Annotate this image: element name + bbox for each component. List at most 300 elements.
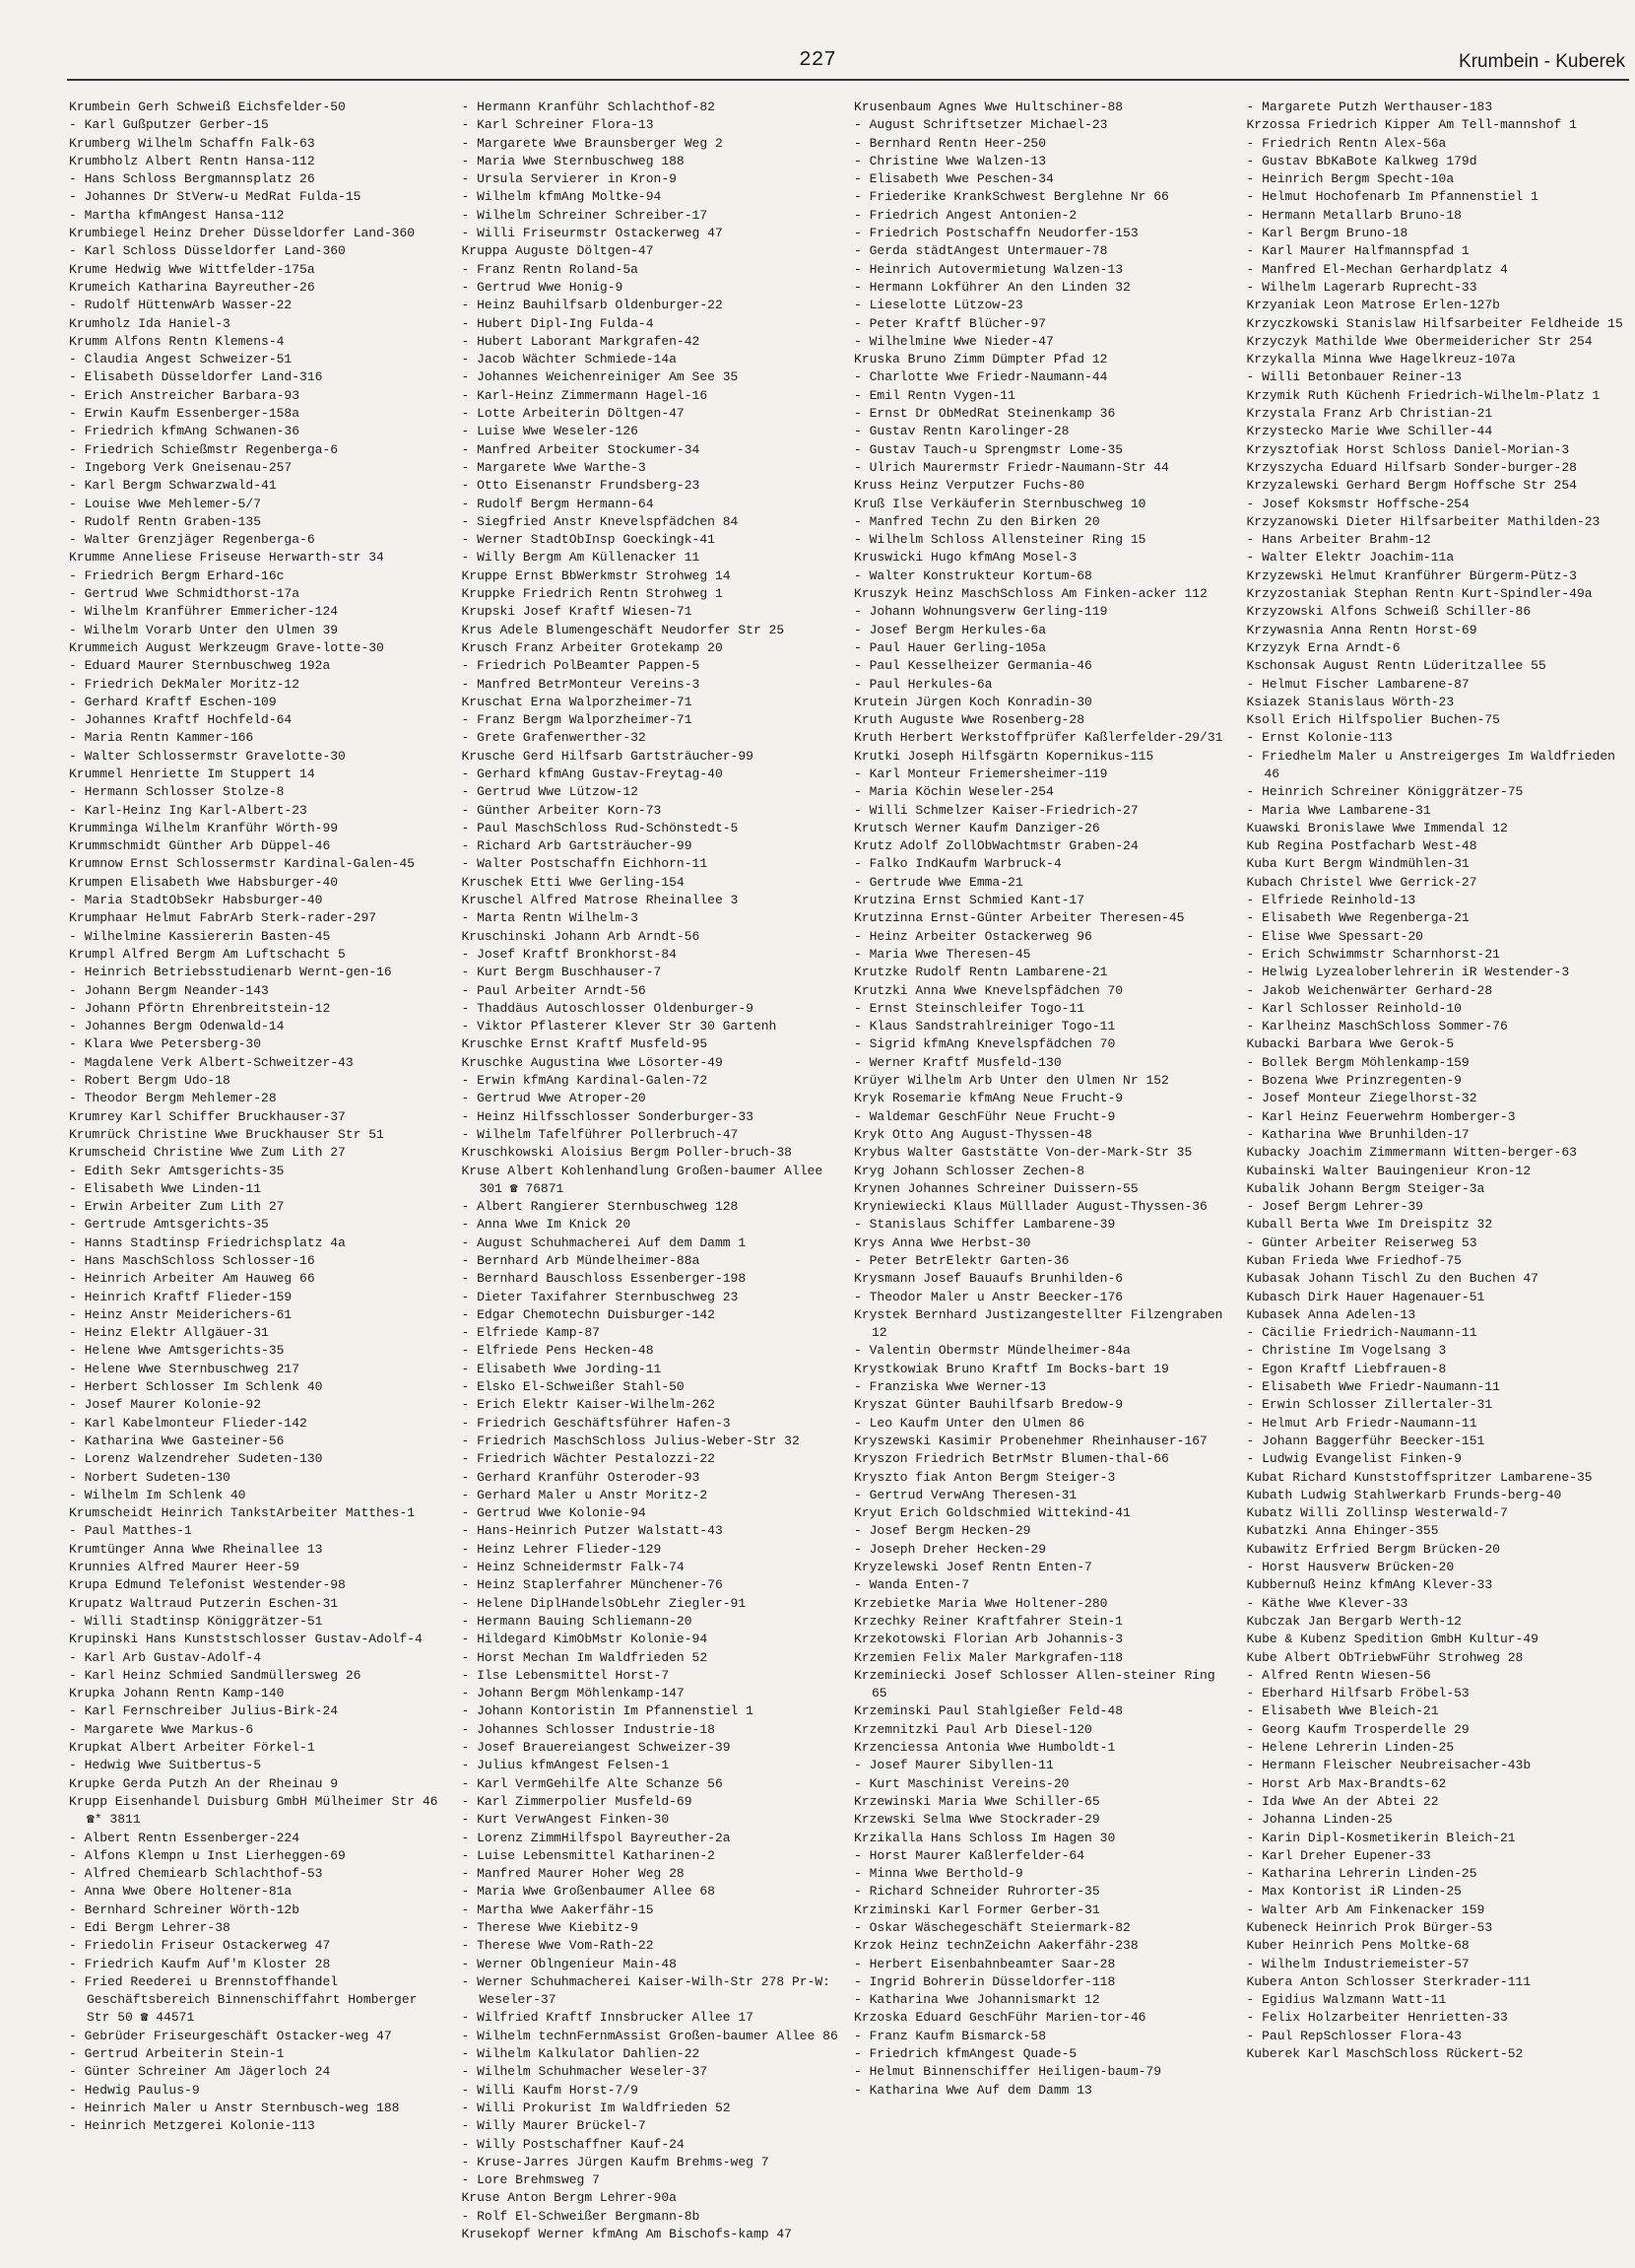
directory-entry: - Gertrud Wwe Lützow-12 (461, 784, 638, 800)
directory-entry: Krupp Eisenhandel Duisburg GmbH Mülheimer Str 46 ☎* 3811 (69, 1793, 438, 1828)
directory-entry: - Theodor Bergm Mehlemer-28 (69, 1091, 277, 1106)
directory-entry: - Georg Kaufm Trosperdelle 29 (1246, 1721, 1470, 1737)
directory-entry: - Elisabeth Wwe Jording-11 (461, 1361, 662, 1376)
directory-entry: - Josef Bergm Lehrer-39 (1246, 1199, 1423, 1215)
directory-entry: - Helmut Hochofenarb Im Pfannenstiel 1 (1246, 189, 1538, 205)
directory-entry: - Gerhard kfmAng Gustav-Freytag-40 (461, 766, 723, 781)
directory-entry: - Gerhard Maler u Anstr Moritz-2 (461, 1487, 708, 1502)
directory-entry: - Johannes Dr StVerw-u MedRat Fulda-15 (69, 189, 361, 205)
directory-entry: - Wilhelm Im Schlenk 40 (69, 1487, 246, 1502)
directory-entry: Krupka Johann Rentn Kamp-140 (69, 1686, 285, 1701)
directory-entry: - Bernhard Bauschloss Essenberger-198 (461, 1271, 747, 1287)
directory-entry: - Maria Köchin Weseler-254 (854, 784, 1054, 800)
directory-entry: - Wilhelm Tafelführer Pollerbruch-47 (461, 1126, 739, 1142)
directory-entry: - Johann Bergm Möhlenkamp-147 (461, 1686, 685, 1701)
directory-entry: - Karlheinz MaschSchloss Sommer-76 (1246, 1019, 1508, 1034)
directory-columns (69, 99, 1631, 2243)
directory-entry: - Willi Kaufm Horst-7/9 (461, 2082, 638, 2098)
directory-entry: - Martha Wwe Aakerfähr-15 (461, 1901, 654, 1917)
directory-entry: - Gertrude Wwe Emma-21 (854, 874, 1023, 890)
directory-entry: - Lorenz ZimmHilfspol Bayreuther-2a (461, 1830, 731, 1845)
directory-entry: Krzikalla Hans Schloss Im Hagen 30 (854, 1830, 1116, 1845)
directory-entry: - Margarete Putzh Werthauser-183 (1246, 100, 1493, 114)
directory-entry: - Max Kontorist iR Linden-25 (1246, 1884, 1462, 1900)
directory-entry: - Rudolf Bergm Hermann-64 (461, 496, 654, 511)
directory-entry: - Werner StadtObInsp Goeckingk-41 (461, 532, 715, 548)
directory-entry: - Lieselotte Lützow-23 (854, 298, 1023, 313)
directory-entry: Krzyzewski Helmut Kranführer Bürgerm-Pütz-3 (1246, 567, 1577, 583)
directory-entry: - Heinz Staplerfahrer Münchener-76 (461, 1577, 723, 1593)
directory-entry: Krzemnitzki Paul Arb Diesel-120 (854, 1721, 1092, 1737)
directory-entry: - Hermann Fleischer Neubreisacher-43b (1246, 1758, 1532, 1773)
directory-entry: - Horst Mechan Im Waldfrieden 52 (461, 1649, 708, 1665)
directory-entry: Kryszon Friedrich BetrMstr Blumen-thal-66 (854, 1451, 1169, 1467)
directory-entry: Krüyer Wilhelm Arb Unter den Ulmen Nr 152 (854, 1073, 1169, 1089)
page-number: 227 (799, 49, 836, 72)
directory-entry: - Manfred Techn Zu den Birken 20 (854, 513, 1100, 529)
directory-entry: - Katharina Wwe Auf dem Damm 13 (854, 2082, 1092, 2098)
directory-entry: - Johannes Weichenreiniger Am See 35 (461, 369, 739, 385)
directory-entry: - Hermann Schlosser Stolze-8 (69, 784, 285, 800)
directory-entry: - August Schriftsetzer Michael-23 (854, 117, 1108, 133)
directory-entry: - Helmut Arb Friedr-Naumann-11 (1246, 1415, 1477, 1431)
directory-entry: - Hermann Lokführer An den Linden 32 (854, 279, 1131, 295)
directory-entry: Krumnow Ernst Schlossermstr Kardinal-Galen-45 (69, 856, 416, 872)
directory-entry: - Ernst Dr ObMedRat Steinenkamp 36 (854, 406, 1116, 422)
directory-entry: Krumme Anneliese Friseuse Herwarth-str 34 (69, 550, 384, 566)
directory-entry: - Rudolf Rentn Graben-135 (69, 513, 262, 529)
directory-entry: Krumminga Wilhelm Kranführ Wörth-99 (69, 820, 339, 835)
directory-entry: - Ursula Servierer in Kron-9 (461, 171, 677, 187)
directory-entry: - Alfons Klempn u Inst Lierheggen-69 (69, 1847, 346, 1863)
directory-entry: Kubacky Joachim Zimmermann Witten-berger-63 (1246, 1145, 1577, 1161)
directory-entry: Krupkat Albert Arbeiter Förkel-1 (69, 1740, 315, 1756)
directory-entry: - Emil Rentn Vygen-11 (854, 387, 1015, 403)
directory-entry: Krzemien Felix Maler Markgrafen-118 (854, 1649, 1124, 1665)
directory-entry: Krumberg Wilhelm Schaffn Falk-63 (69, 135, 315, 151)
directory-entry: - Martha kfmAngest Hansa-112 (69, 207, 285, 223)
directory-entry: - Hermann Metallarb Bruno-18 (1246, 207, 1462, 223)
directory-entry: Kuberek Karl MaschSchloss Rückert-52 (1246, 2046, 1524, 2062)
directory-entry: - Heinrich Arbeiter Am Hauweg 66 (69, 1271, 315, 1287)
directory-entry: Krupski Josef Kraftf Wiesen-71 (461, 604, 692, 620)
directory-entry: - Walter Elektr Joachim-11a (1246, 550, 1455, 566)
directory-entry: Krzeminski Paul Stahlgießer Feld-48 (854, 1703, 1124, 1719)
directory-entry: - Friedrich MaschSchloss Julius-Weber-Str 32 (461, 1433, 800, 1448)
directory-entry: - Lotte Arbeiterin Döltgen-47 (461, 406, 685, 422)
directory-entry: - Ingeborg Verk Gneisenau-257 (69, 459, 293, 475)
directory-entry: Krumpl Alfred Bergm Am Luftschacht 5 (69, 946, 346, 962)
directory-entry: Kruss Heinz Verputzer Fuchs-80 (854, 478, 1085, 494)
directory-entry: - Jakob Weichenwärter Gerhard-28 (1246, 982, 1493, 998)
directory-entry: - Karl Schreiner Flora-13 (461, 117, 654, 133)
directory-entry: Kubainski Walter Bauingenieur Kron-12 (1246, 1163, 1532, 1178)
directory-entry: - Friedrich Wächter Pestalozzi-22 (461, 1451, 715, 1467)
directory-entry: - Klaus Sandstrahlreiniger Togo-11 (854, 1019, 1116, 1034)
directory-entry: - Heinrich Schreiner Königgrätzer-75 (1246, 784, 1524, 800)
directory-entry: Kubeneck Heinrich Prok Bürger-53 (1246, 1919, 1493, 1935)
directory-entry: - Christine Wwe Walzen-13 (854, 153, 1047, 168)
directory-entry: - Helene Lehrerin Linden-25 (1246, 1740, 1455, 1756)
directory-entry: Kryg Johann Schlosser Zechen-8 (854, 1163, 1085, 1178)
column-4 (1247, 99, 1632, 2243)
directory-entry: - Egon Kraftf Liebfrauen-8 (1246, 1361, 1447, 1376)
directory-entry: Kruß Ilse Verkäuferin Sternbuschweg 10 (854, 496, 1146, 511)
directory-entry: Krzyzostaniak Stephan Rentn Kurt-Spindler-49a (1246, 586, 1593, 602)
directory-entry: Krzyzowski Alfons Schweiß Schiller-86 (1246, 604, 1532, 620)
directory-entry: - Gerda städtAngest Untermauer-78 (854, 243, 1108, 259)
directory-entry: Krumbholz Albert Rentn Hansa-112 (69, 153, 315, 168)
directory-entry: Kruschek Etti Wwe Gerling-154 (461, 874, 685, 890)
directory-entry: Krutzke Rudolf Rentn Lambarene-21 (854, 965, 1108, 980)
directory-entry: - Heinrich Autovermietung Walzen-13 (854, 261, 1124, 277)
directory-entry: Krzok Heinz technZeichn Aakerfähr-238 (854, 1938, 1139, 1954)
directory-entry: - Karl Arb Gustav-Adolf-4 (69, 1649, 262, 1665)
directory-entry: - Ingrid Bohrerin Düsseldorfer-118 (854, 1973, 1116, 1989)
directory-entry: - Willy Bergm Am Küllenacker 11 (461, 550, 700, 566)
directory-entry: - Dieter Taxifahrer Sternbuschweg 23 (461, 1289, 739, 1304)
directory-entry: - Karl Schlosser Reinhold-10 (1246, 1000, 1462, 1016)
directory-entry: Kuber Heinrich Pens Moltke-68 (1246, 1938, 1470, 1954)
directory-entry: Kryszto fiak Anton Bergm Steiger-3 (854, 1469, 1116, 1485)
directory-entry: - Walter Konstrukteur Kortum-68 (854, 567, 1092, 583)
directory-entry: Kub Regina Postfacharb West-48 (1246, 838, 1477, 854)
directory-entry: - Paul Arbeiter Arndt-56 (461, 982, 646, 998)
directory-entry: - Julius kfmAngest Felsen-1 (461, 1758, 670, 1773)
directory-entry: - Joseph Dreher Hecken-29 (854, 1541, 1047, 1557)
directory-entry: - Friedrich kfmAngest Quade-5 (854, 2046, 1078, 2062)
directory-entry: Kruth Herbert Werkstoffprüfer Kaßlerfelder-29/31 (854, 730, 1223, 746)
column-3 (854, 99, 1239, 2243)
directory-entry: - Karl Bergm Bruno-18 (1246, 226, 1408, 241)
directory-entry: - Josef Bergm Hecken-29 (854, 1523, 1031, 1539)
directory-entry: - Johann Wohnungsverw Gerling-119 (854, 604, 1108, 620)
directory-entry: Krzechky Reiner Kraftfahrer Stein-1 (854, 1613, 1124, 1629)
directory-entry: - Friedolin Friseur Ostackerweg 47 (69, 1938, 331, 1954)
directory-entry: - Johannes Schlosser Industrie-18 (461, 1721, 715, 1737)
directory-entry: - Helwig Lyzealoberlehrerin iR Westender-3 (1246, 965, 1570, 980)
directory-entry: Krybus Walter Gaststätte Von-der-Mark-Str 35 (854, 1145, 1193, 1161)
directory-entry: - Friedrich Bergm Erhard-16c (69, 567, 285, 583)
directory-entry: - Hermann Bauing Schliemann-20 (461, 1613, 692, 1629)
directory-entry: - Josef Maurer Kolonie-92 (69, 1397, 262, 1413)
directory-entry: Kuball Berta Wwe Im Dreispitz 32 (1246, 1217, 1493, 1233)
directory-entry: - Heinrich Betriebsstudienarb Wernt-gen-16 (69, 965, 392, 980)
directory-entry: Krummel Henriette Im Stuppert 14 (69, 766, 315, 781)
directory-entry: - Heinz Anstr Meiderichers-61 (69, 1306, 293, 1322)
directory-entry: - Walter Grenzjäger Regenberga-6 (69, 532, 315, 548)
directory-entry: - Maria StadtObSekr Habsburger-40 (69, 893, 323, 908)
directory-entry: - Ilse Lebensmittel Horst-7 (461, 1667, 670, 1683)
directory-entry: Krumscheid Christine Wwe Zum Lith 27 (69, 1145, 346, 1161)
directory-entry: - Bozena Wwe Prinzregenten-9 (1246, 1073, 1462, 1089)
directory-entry: Krysmann Josef Bauaufs Brunhilden-6 (854, 1271, 1124, 1287)
directory-entry: - Felix Holzarbeiter Henrietten-33 (1246, 2010, 1508, 2026)
directory-entry: - Gerhard Kraftf Eschen-109 (69, 694, 277, 709)
directory-entry: Krzyzyk Erna Arndt-6 (1246, 639, 1401, 655)
directory-entry: Krziminski Karl Former Gerber-31 (854, 1901, 1100, 1917)
directory-entry: Kubawitz Erfried Bergm Brücken-20 (1246, 1541, 1500, 1557)
directory-entry: - Klara Wwe Petersberg-30 (69, 1036, 262, 1052)
directory-entry: - Oskar Wäschegeschäft Steiermark-82 (854, 1919, 1131, 1935)
directory-entry: - Eberhard Hilfsarb Fröbel-53 (1246, 1686, 1470, 1701)
directory-entry: - Marta Rentn Wilhelm-3 (461, 910, 638, 926)
directory-entry: Kryzelewski Josef Rentn Enten-7 (854, 1560, 1092, 1575)
directory-entry: - Heinz Bauhilfsarb Oldenburger-22 (461, 298, 723, 313)
directory-entry: - Karl Monteur Friemersheimer-119 (854, 766, 1108, 781)
directory-entry: - Margarete Wwe Braunsberger Weg 2 (461, 135, 723, 151)
directory-entry: - Franziska Wwe Werner-13 (854, 1379, 1047, 1395)
directory-entry: Kruppa Auguste Döltgen-47 (461, 243, 654, 259)
directory-entry: Krzewski Selma Wwe Stockrader-29 (854, 1812, 1100, 1828)
directory-entry: Krus Adele Blumengeschäft Neudorfer Str 25 (461, 622, 785, 637)
directory-entry: Kschonsak August Rentn Lüderitzallee 55 (1246, 658, 1546, 674)
directory-entry: - Hermann Kranführ Schlachthof-82 (461, 100, 715, 114)
directory-entry: Kuawski Bronislawe Wwe Immendal 12 (1246, 820, 1508, 835)
directory-entry: - Wilhelm Lagerarb Ruprecht-33 (1246, 279, 1477, 295)
directory-entry: - Karl Maurer Halfmannspfad 1 (1246, 243, 1470, 259)
directory-entry: Krutki Joseph Hilfsgärtn Kopernikus-115 (854, 748, 1154, 764)
directory-entry: - Karl Dreher Eupener-33 (1246, 1847, 1431, 1863)
directory-entry: - Franz Bergm Walporzheimer-71 (461, 712, 692, 728)
directory-entry: - Heinz Schneidermstr Falk-74 (461, 1560, 685, 1575)
directory-entry: - Heinz Lehrer Flieder-129 (461, 1541, 662, 1557)
directory-entry: Kruse Albert Kohlenhandlung Großen-baumer Allee 301 ☎ 76871 (461, 1163, 823, 1196)
directory-entry: - Josef Brauereiangest Schweizer-39 (461, 1740, 731, 1756)
directory-entry: - Günter Schreiner Am Jägerloch 24 (69, 2064, 331, 2080)
directory-entry: Krunnies Alfred Maurer Heer-59 (69, 1560, 300, 1575)
directory-entry: - Wilhelm Schuhmacher Weseler-37 (461, 2064, 708, 2080)
directory-entry: - Willy Maurer Brückel-7 (461, 2118, 646, 2134)
directory-entry: - Bernhard Rentn Heer-250 (854, 135, 1047, 151)
directory-entry: - Johannes Kraftf Hochfeld-64 (69, 712, 293, 728)
directory-entry: - Helene Wwe Sternbuschweg 217 (69, 1361, 300, 1376)
directory-entry: - Jacob Wächter Schmiede-14a (461, 352, 677, 367)
directory-entry: - Siegfried Anstr Knevelspfädchen 84 (461, 513, 739, 529)
directory-entry: - Hans Schloss Bergmannsplatz 26 (69, 171, 315, 187)
directory-entry: - Helmut Binnenschiffer Heiligen-baum-79 (854, 2064, 1162, 2080)
directory-entry: - Friederike KrankSchwest Berglehne Nr 66 (854, 189, 1169, 205)
directory-entry: Kryk Otto Ang August-Thyssen-48 (854, 1126, 1092, 1142)
directory-entry: - Erwin Arbeiter Zum Lith 27 (69, 1199, 285, 1215)
directory-entry: Krzebietke Maria Wwe Holtener-280 (854, 1595, 1108, 1611)
directory-entry: Kubatz Willi Zollinsp Westerwald-7 (1246, 1505, 1508, 1521)
directory-entry: - Horst Maurer Kaßlerfelder-64 (854, 1847, 1085, 1863)
directory-entry: - Norbert Sudeten-130 (69, 1469, 230, 1485)
directory-entry: Kube Albert ObTriebwFühr Strohweg 28 (1246, 1649, 1524, 1665)
directory-entry: Kuban Frieda Wwe Friedhof-75 (1246, 1253, 1462, 1268)
directory-entry: - Josef Koksmstr Hoffsche-254 (1246, 496, 1470, 511)
directory-entry: - Karl Gußputzer Gerber-15 (69, 117, 269, 133)
directory-entry: - Elfriede Pens Hecken-48 (461, 1343, 654, 1359)
directory-entry: - Horst Arb Max-Brandts-62 (1246, 1775, 1447, 1791)
column-2 (462, 99, 847, 2243)
directory-entry: - Wanda Enten-7 (854, 1577, 970, 1593)
directory-entry: - Karl Fernschreiber Julius-Birk-24 (69, 1703, 339, 1719)
directory-entry: Krzewinski Maria Wwe Schiller-65 (854, 1793, 1100, 1809)
directory-entry: - Otto Eisenanstr Frundsberg-23 (461, 478, 700, 494)
directory-entry: - Maria Wwe Lambarene-31 (1246, 802, 1431, 818)
directory-entry: - Johann Bergm Neander-143 (69, 982, 269, 998)
directory-entry: Krupke Gerda Putzh An der Rheinau 9 (69, 1775, 339, 1791)
directory-entry: Kruschke Augustina Wwe Lösorter-49 (461, 1054, 723, 1070)
directory-entry: Krumm Alfons Rentn Klemens-4 (69, 333, 285, 349)
directory-entry: Krusekopf Werner kfmAng Am Bischofs-kamp 47 (461, 2227, 792, 2242)
directory-entry: Kubbernuß Heinz kfmAng Klever-33 (1246, 1577, 1493, 1593)
directory-entry: - Walter Postschaffn Eichhorn-11 (461, 856, 708, 872)
directory-entry: - Heinrich Kraftf Flieder-159 (69, 1289, 293, 1304)
directory-entry: Krumrück Christine Wwe Bruckhauser Str 51 (69, 1126, 384, 1142)
directory-entry: Krzyczkowski Stanislaw Hilfsarbeiter Feldheide 15 (1246, 315, 1623, 331)
directory-entry: - Elisabeth Wwe Friedr-Naumann-11 (1246, 1379, 1500, 1395)
directory-entry: - Louise Wwe Mehlemer-5/7 (69, 496, 262, 511)
directory-entry: - Erich Anstreicher Barbara-93 (69, 387, 300, 403)
directory-entry: - Herbert Eisenbahnbeamter Saar-28 (854, 1956, 1116, 1971)
directory-entry: - August Schuhmacherei Auf dem Damm 1 (461, 1234, 747, 1250)
directory-entry: Kube & Kubenz Spedition GmbH Kultur-49 (1246, 1632, 1538, 1647)
directory-entry: - Werner Oblngenieur Main-48 (461, 1956, 677, 1971)
directory-entry: - Gertrud Arbeiterin Stein-1 (69, 2046, 285, 2062)
directory-entry: - Johann Pförtn Ehrenbreitstein-12 (69, 1000, 331, 1016)
directory-entry: Ksoll Erich Hilfspolier Buchen-75 (1246, 712, 1500, 728)
directory-entry: Krusenbaum Agnes Wwe Hultschiner-88 (854, 100, 1124, 114)
directory-entry: - Friedrich Postschaffn Neudorfer-153 (854, 226, 1139, 241)
directory-entry: - Bollek Bergm Möhlenkamp-159 (1246, 1054, 1470, 1070)
directory-entry: - Luise Wwe Weseler-126 (461, 424, 638, 439)
directory-entry: - Kurt VerwAngest Finken-30 (461, 1812, 670, 1828)
directory-entry: - Hubert Dipl-Ing Fulda-4 (461, 315, 654, 331)
directory-entry: Krzeminiecki Josef Schlosser Allen-steiner Ring 65 (854, 1667, 1215, 1701)
directory-entry: - Ernst Steinschleifer Togo-11 (854, 1000, 1085, 1016)
directory-entry: - Wilhelm Schloss Allensteiner Ring 15 (854, 532, 1146, 548)
directory-entry: Krzyzalewski Gerhard Bergm Hoffsche Str 254 (1246, 478, 1577, 494)
directory-entry: - Gertrud VerwAng Theresen-31 (854, 1487, 1078, 1502)
directory-entry: - Günter Arbeiter Reiserweg 53 (1246, 1234, 1477, 1250)
directory-entry: Krzyzanowski Dieter Hilfsarbeiter Mathilden-23 (1246, 513, 1601, 529)
directory-entry: - Werner Schuhmacherei Kaiser-Wilh-Str 278 Pr-W: Weseler-37 (461, 1973, 830, 2008)
directory-entry: - Bernhard Schreiner Wörth-12b (69, 1901, 300, 1917)
directory-entry: - Wilhelm Industriemeister-57 (1246, 1956, 1470, 1971)
directory-entry: - Heinrich Bergm Specht-10a (1246, 171, 1455, 187)
directory-entry: - Günther Arbeiter Korn-73 (461, 802, 662, 818)
directory-entry: - Erich Elektr Kaiser-Wilhelm-262 (461, 1397, 715, 1413)
directory-entry: - Elfriede Reinhold-13 (1246, 893, 1416, 908)
directory-entry: - Hans Arbeiter Brahm-12 (1246, 532, 1431, 548)
header-rule (67, 79, 1629, 81)
directory-entry: - Heinz Elektr Allgäuer-31 (69, 1325, 269, 1341)
running-head: Krumbein - Kuberek (1459, 51, 1625, 72)
directory-entry: - Elfriede Kamp-87 (461, 1325, 600, 1341)
directory-entry: Kruschkowski Aloisius Bergm Poller-bruch-38 (461, 1145, 792, 1161)
directory-entry: - Margarete Wwe Warthe-3 (461, 459, 646, 475)
directory-entry: - Kurt Maschinist Vereins-20 (854, 1775, 1070, 1791)
directory-entry: - Paul Herkules-6a (854, 676, 993, 692)
directory-entry: - Paul Kesselheizer Germania-46 (854, 658, 1092, 674)
directory-entry: Krutsch Werner Kaufm Danziger-26 (854, 820, 1100, 835)
directory-entry: - Edith Sekr Amtsgerichts-35 (69, 1163, 285, 1178)
directory-entry: - Karl-Heinz Ing Karl-Albert-23 (69, 802, 307, 818)
directory-entry: - Elsko El-Schweißer Stahl-50 (461, 1379, 685, 1395)
directory-entry: - Ernst Kolonie-113 (1246, 730, 1393, 746)
directory-entry: Kuba Kurt Bergm Windmühlen-31 (1246, 856, 1470, 872)
directory-entry: - Hanns Stadtinsp Friedrichsplatz 4a (69, 1234, 346, 1250)
directory-entry: Kryniewiecki Klaus Mülllader August-Thyssen-36 (854, 1199, 1208, 1215)
directory-entry: - Friedrich PolBeamter Pappen-5 (461, 658, 700, 674)
directory-entry: - Katharina Wwe Gasteiner-56 (69, 1433, 285, 1448)
directory-entry: - Heinrich Metzgerei Kolonie-113 (69, 2118, 315, 2134)
directory-entry: - Werner Kraftf Musfeld-130 (854, 1054, 1062, 1070)
directory-entry: - Johanna Linden-25 (1246, 1812, 1393, 1828)
directory-entry: - Anna Wwe Obere Holtener-81a (69, 1884, 293, 1900)
directory-entry: Kryszat Günter Bauhilfsarb Bredow-9 (854, 1397, 1124, 1413)
directory-entry: - Karl Kabelmonteur Flieder-142 (69, 1415, 307, 1431)
directory-entry: - Friedrich kfmAng Schwanen-36 (69, 424, 300, 439)
directory-entry: Krupa Edmund Telefonist Westender-98 (69, 1577, 346, 1593)
directory-entry: Krumtünger Anna Wwe Rheinallee 13 (69, 1541, 323, 1557)
directory-entry: Kubera Anton Schlosser Sterkrader-111 (1246, 1973, 1532, 1989)
directory-entry: - Karl Schloss Düsseldorfer Land-360 (69, 243, 346, 259)
directory-entry: Kubasak Johann Tischl Zu den Buchen 47 (1246, 1271, 1538, 1287)
directory-entry: - Therese Wwe Kiebitz-9 (461, 1919, 638, 1935)
directory-entry: Krusch Franz Arbeiter Grotekamp 20 (461, 639, 723, 655)
directory-entry: Krzymik Ruth Küchenh Friedrich-Wilhelm-Platz 1 (1246, 387, 1601, 403)
directory-entry: - Wilhelm Kranführer Emmericher-124 (69, 604, 339, 620)
directory-entry: - Hubert Laborant Markgrafen-42 (461, 333, 700, 349)
directory-entry: - Ludwig Evangelist Finken-9 (1246, 1451, 1462, 1467)
directory-entry: - Johann Baggerführ Beecker-151 (1246, 1433, 1485, 1448)
directory-entry: Krumbiegel Heinz Dreher Düsseldorfer Land-360 (69, 226, 416, 241)
directory-entry: - Karl Heinz Schmied Sandmüllersweg 26 (69, 1667, 361, 1683)
directory-entry: Krys Anna Wwe Herbst-30 (854, 1234, 1031, 1250)
directory-entry: - Walter Schlossermstr Gravelotte-30 (69, 748, 346, 764)
directory-entry: - Waldemar GeschFühr Neue Frucht-9 (854, 1108, 1116, 1124)
directory-entry: - Gustav Tauch-u Sprengmstr Lome-35 (854, 441, 1124, 457)
directory-entry: - Leo Kaufm Unter den Ulmen 86 (854, 1415, 1085, 1431)
directory-entry: Krystkowiak Bruno Kraftf Im Bocks-bart 19 (854, 1361, 1169, 1376)
directory-entry: - Minna Wwe Berthold-9 (854, 1866, 1023, 1882)
directory-entry: Krzyczyk Mathilde Wwe Obermeidericher Str 254 (1246, 333, 1593, 349)
directory-entry: Kryszewski Kasimir Probenehmer Rheinhauser-167 (854, 1433, 1208, 1448)
directory-entry: - Karl Bergm Schwarzwald-41 (69, 478, 277, 494)
directory-entry: - Friedrich Rentn Alex-56a (1246, 135, 1447, 151)
directory-entry: - Cäcilie Friedrich-Naumann-11 (1246, 1325, 1477, 1341)
directory-entry: - Paul RepSchlosser Flora-43 (1246, 2028, 1462, 2043)
directory-entry: - Friedrich Geschäftsführer Hafen-3 (461, 1415, 731, 1431)
directory-entry: - Elisabeth Wwe Regenberga-21 (1246, 910, 1470, 926)
directory-entry: - Charlotte Wwe Friedr-Naumann-44 (854, 369, 1108, 385)
directory-entry: - Josef Maurer Sibyllen-11 (854, 1758, 1054, 1773)
directory-entry: Kubach Christel Wwe Gerrick-27 (1246, 874, 1477, 890)
directory-entry: Krusche Gerd Hilfsarb Gartsträucher-99 (461, 748, 753, 764)
column-1 (69, 99, 454, 2243)
directory-entry: Krzoska Eduard GeschFühr Marien-tor-46 (854, 2010, 1146, 2026)
directory-entry: Ksiazek Stanislaus Wörth-23 (1246, 694, 1455, 709)
directory-entry: - Erwin Schlosser Zillertaler-31 (1246, 1397, 1493, 1413)
directory-entry: - Josef Bergm Herkules-6a (854, 622, 1047, 637)
directory-entry: Krzenciessa Antonia Wwe Humboldt-1 (854, 1740, 1116, 1756)
directory-entry: - Josef Kraftf Bronkhorst-84 (461, 946, 677, 962)
directory-entry: Kruschinski Johann Arb Arndt-56 (461, 928, 700, 944)
directory-entry: Krzystecko Marie Wwe Schiller-44 (1246, 424, 1493, 439)
directory-entry: - Gertrud Wwe Kolonie-94 (461, 1505, 646, 1521)
directory-entry: - Johannes Bergm Odenwald-14 (69, 1019, 285, 1034)
directory-entry: Krupatz Waltraud Putzerin Eschen-31 (69, 1595, 339, 1611)
directory-entry: Kubatzki Anna Ehinger-355 (1246, 1523, 1439, 1539)
directory-entry: - Claudia Angest Schweizer-51 (69, 352, 293, 367)
directory-entry: - Gerhard Kranführ Osteroder-93 (461, 1469, 700, 1485)
directory-entry: Krynen Johannes Schreiner Duissern-55 (854, 1180, 1139, 1196)
directory-entry: - Richard Arb Gartsträucher-99 (461, 838, 692, 854)
